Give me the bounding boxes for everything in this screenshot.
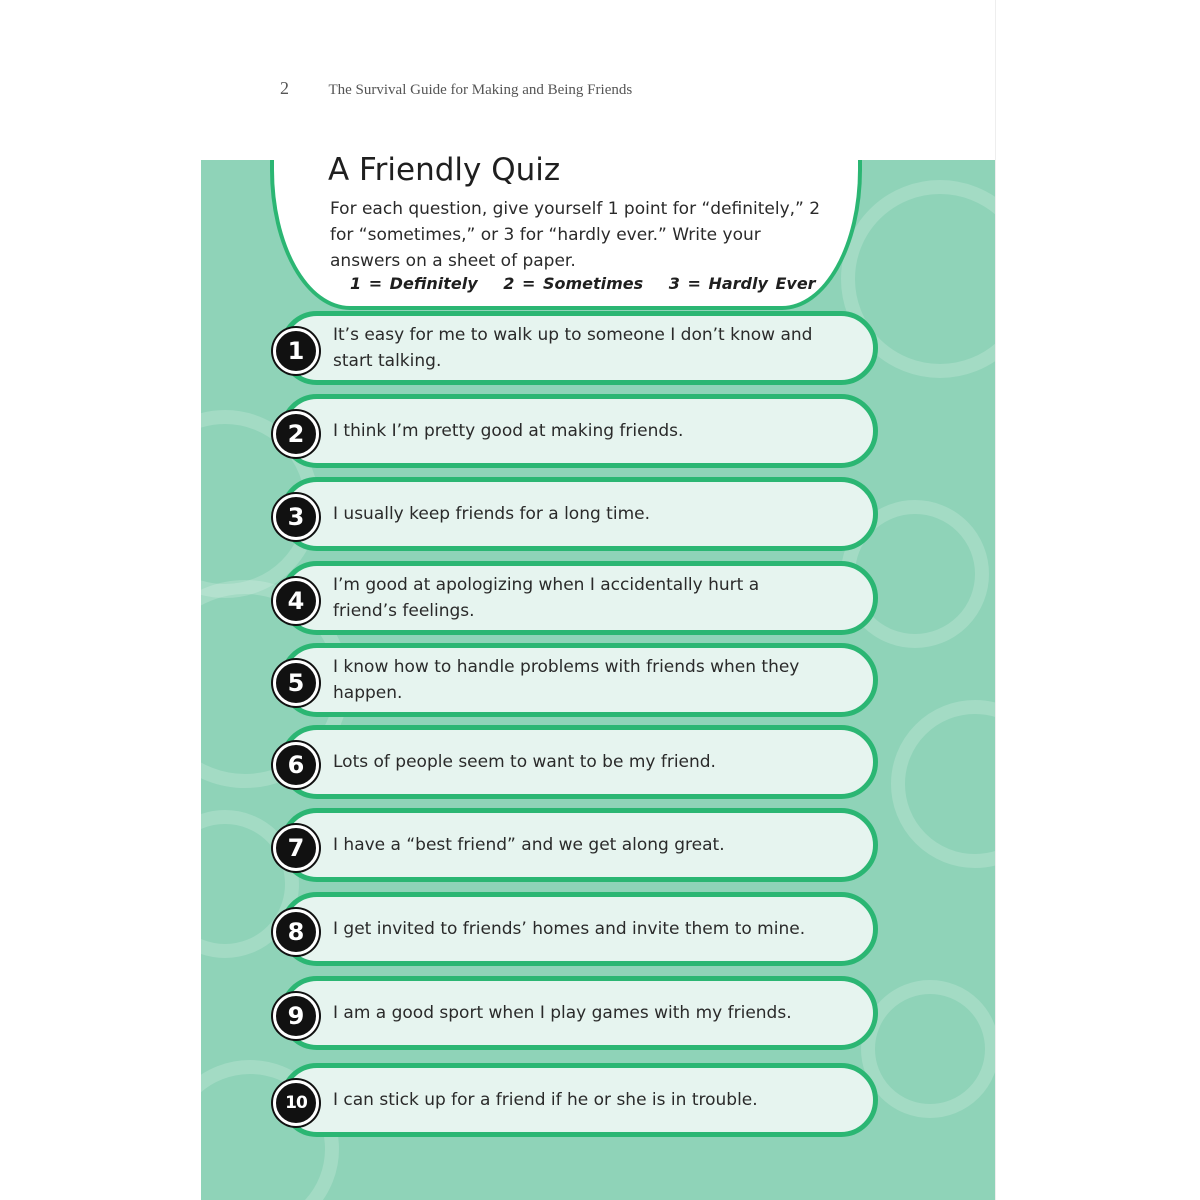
decorative-ring: [861, 980, 996, 1118]
question-row: [280, 725, 878, 799]
question-number-badge: 9: [273, 993, 319, 1039]
question-row: [280, 561, 878, 635]
question-row: [280, 892, 878, 966]
question-text: I get invited to friends’ homes and invite them to mine.: [333, 919, 806, 939]
question-row: [280, 808, 878, 882]
question-number-badge: 10: [273, 1080, 319, 1126]
question-text: I have a “best friend” and we get along great.: [333, 835, 725, 855]
question-text: I know how to handle problems with friends when they happen.: [333, 657, 800, 703]
question-text: I can stick up for a friend if he or she is in trouble.: [333, 1090, 758, 1110]
question-text: I usually keep friends for a long time.: [333, 504, 650, 524]
page-number: 2: [280, 78, 289, 98]
question-row: [280, 311, 878, 385]
question-row: [280, 394, 878, 468]
running-head: [280, 78, 632, 99]
question-text: I think I’m pretty good at making friends.: [333, 421, 684, 441]
question-text: I’m good at apologizing when I accidentally hurt a friend’s feelings.: [333, 575, 760, 621]
legend-sometimes: 2 = Sometimes: [503, 274, 644, 293]
question-row: [280, 643, 878, 717]
question-number-badge: 6: [273, 742, 319, 788]
question-text: Lots of people seem to want to be my friend.: [333, 752, 716, 772]
question-number-badge: 2: [273, 411, 319, 457]
quiz-title: A Friendly Quiz: [328, 152, 561, 188]
question-row: [280, 976, 878, 1050]
decorative-ring: [891, 700, 996, 868]
question-row: [280, 477, 878, 551]
book-title: The Survival Guide for Making and Being Friends: [328, 82, 633, 98]
quiz-instructions: For each question, give yourself 1 point for “definitely,” 2 for “sometimes,” or 3 for “hardly ever.” Write your answers on a sheet of paper.: [330, 199, 821, 271]
question-number-badge: 8: [273, 909, 319, 955]
question-number-badge: 3: [273, 494, 319, 540]
question-text: I am a good sport when I play games with my friends.: [333, 1003, 792, 1023]
question-text: It’s easy for me to walk up to someone I don’t know and start talking.: [333, 325, 813, 371]
question-number-badge: 5: [273, 660, 319, 706]
answer-legend: [350, 274, 834, 293]
question-number-badge: 7: [273, 825, 319, 871]
question-number-badge: 4: [273, 578, 319, 624]
question-number-badge: 1: [273, 328, 319, 374]
question-row: [280, 1063, 878, 1137]
legend-hardly-ever: 3 = Hardly Ever: [668, 274, 816, 293]
page-margin: [995, 0, 1200, 1200]
legend-definitely: 1 = Definitely: [350, 274, 478, 293]
